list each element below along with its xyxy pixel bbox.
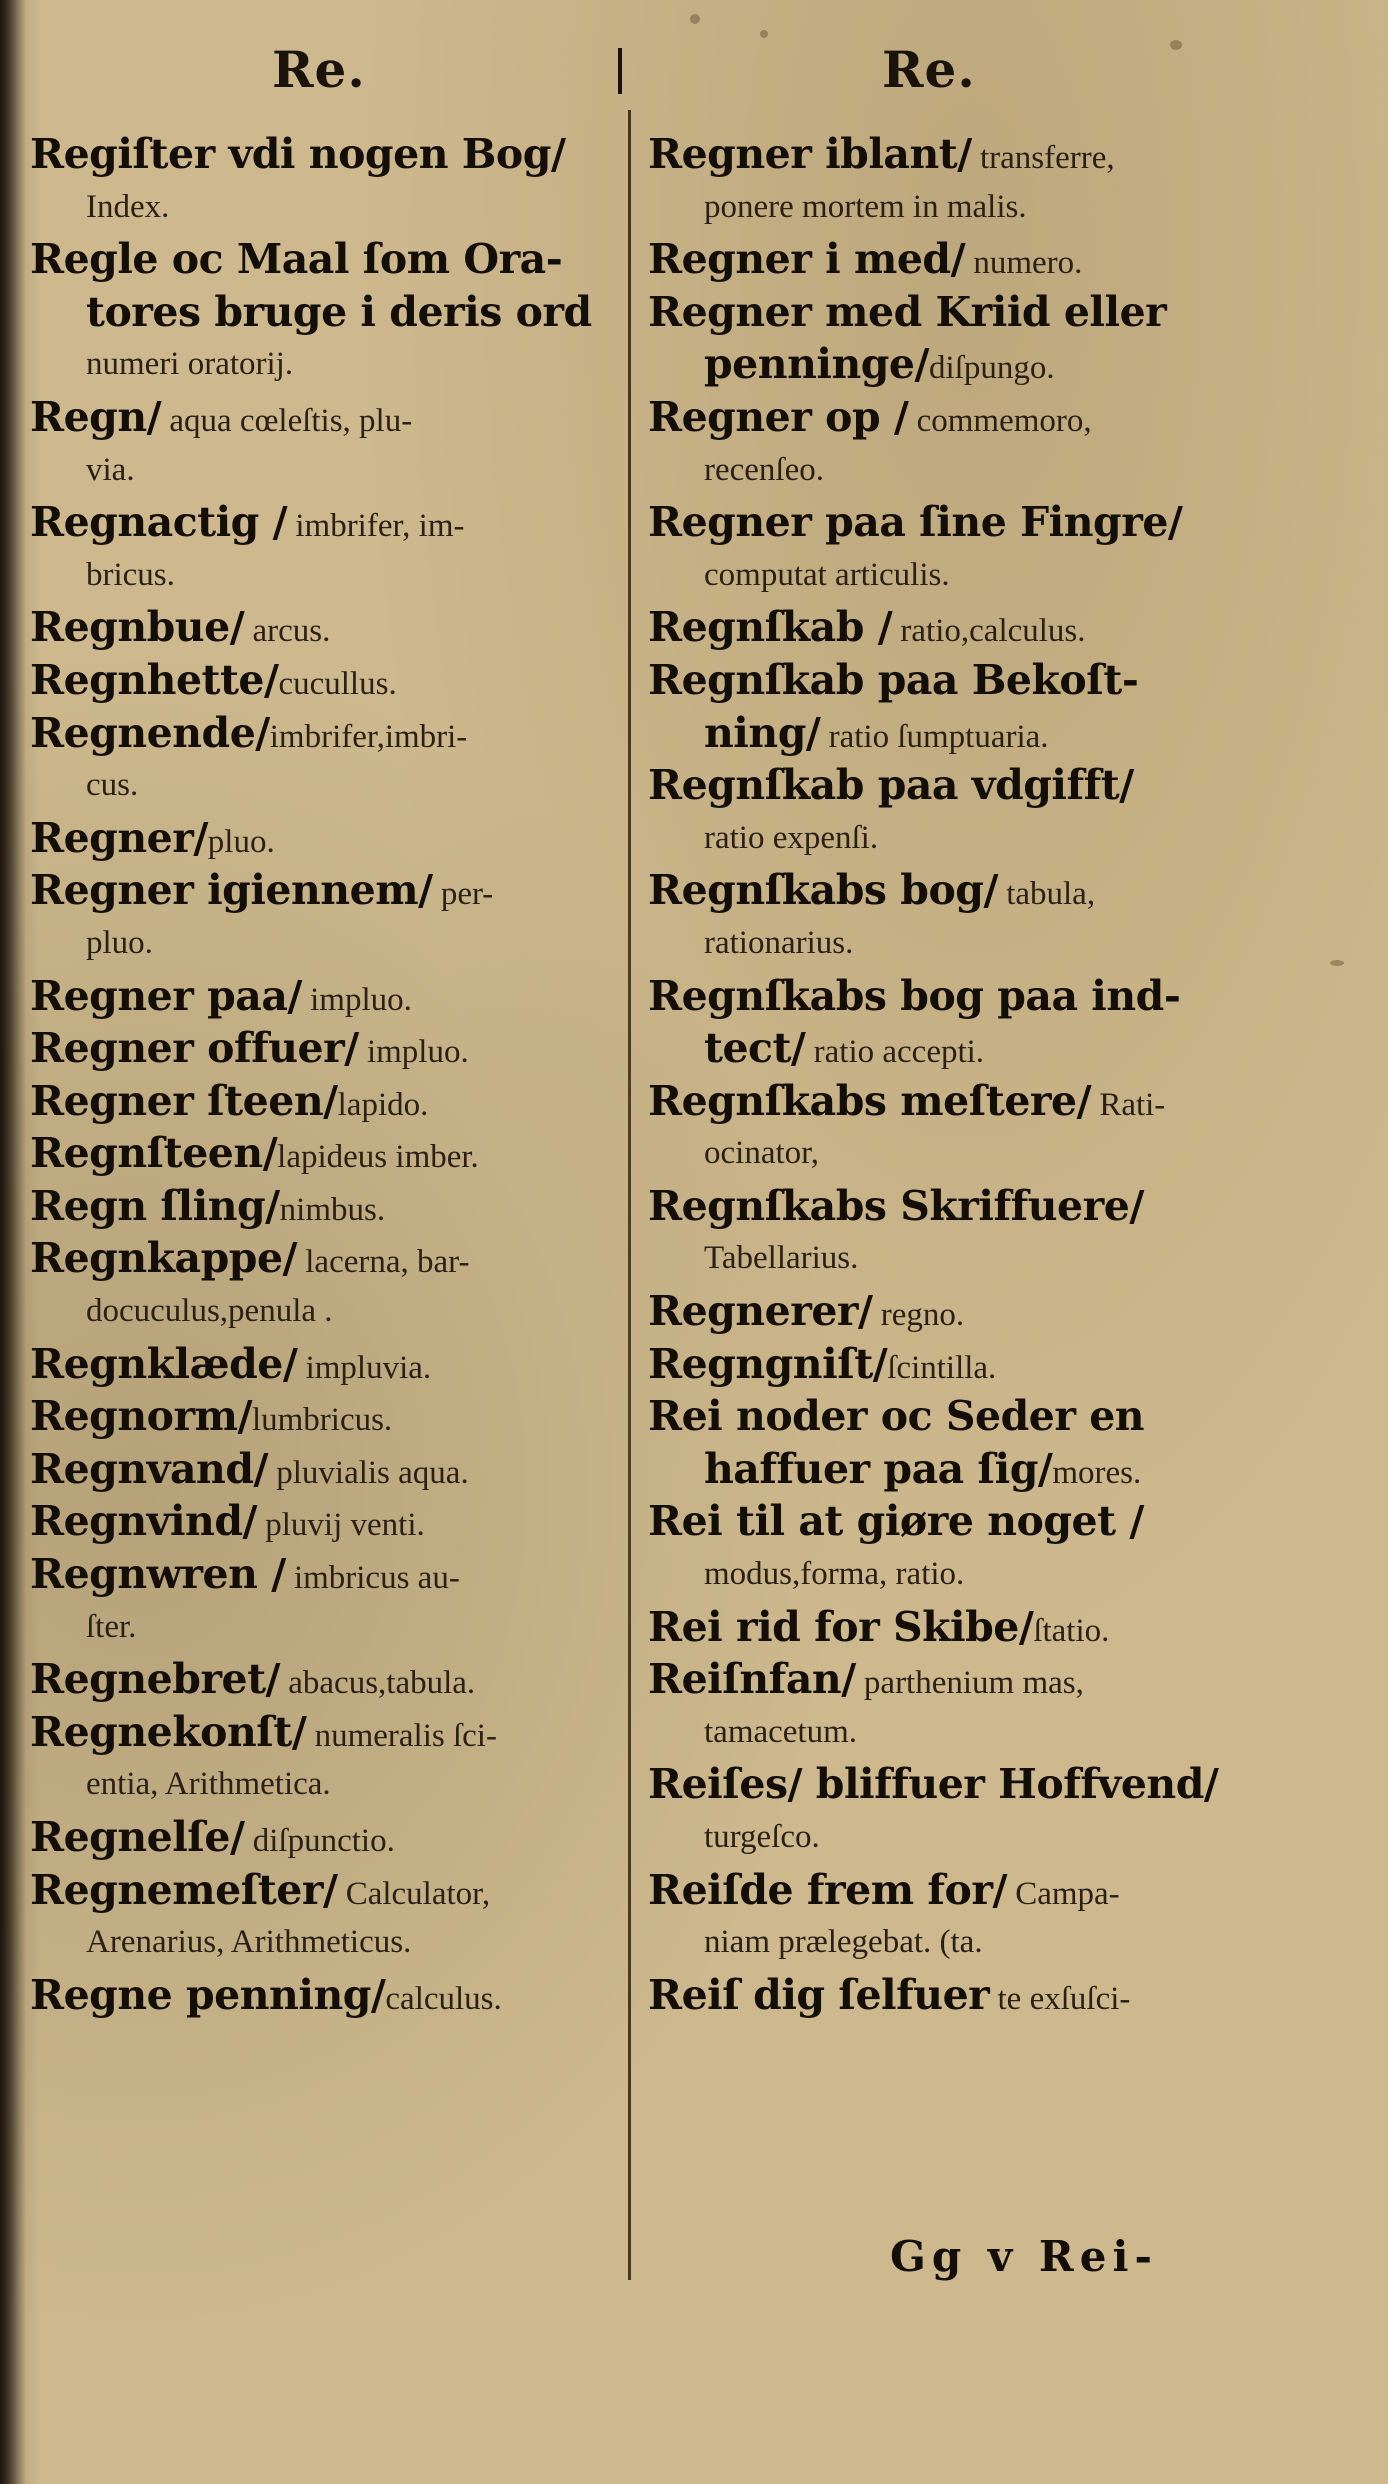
dictionary-entry-line	[648, 1285, 1260, 1338]
dictionary-entry-line	[30, 1653, 610, 1706]
latin-gloss: transferre,	[971, 140, 1115, 176]
headword: Regnſkab /	[648, 603, 893, 652]
headword: Rei rid for Skibe/	[648, 1602, 1034, 1651]
latin-gloss: arcus.	[244, 613, 331, 650]
dictionary-entry-line	[648, 286, 1260, 339]
latin-gloss: ocinator,	[704, 1135, 820, 1172]
entry-continuation-line	[648, 338, 1260, 391]
latin-gloss: rationarius.	[704, 924, 854, 961]
entry-continuation-line	[30, 286, 610, 339]
entry-continuation-line	[648, 1706, 1260, 1759]
latin-gloss: pluvij venti.	[257, 1507, 425, 1544]
latin-gloss: impluo.	[301, 981, 412, 1018]
latin-gloss: imbrifer,imbri-	[269, 718, 468, 755]
latin-gloss: niam prælegebat. (ta.	[704, 1924, 983, 1961]
latin-gloss: abacus,tabula.	[280, 1665, 476, 1702]
latin-gloss: pluo.	[207, 823, 275, 860]
headword: Regiſter vdi nogen Bog/	[30, 130, 566, 178]
dictionary-entry-line	[30, 601, 610, 654]
entry-continuation-line	[648, 917, 1260, 970]
latin-gloss: regno.	[872, 1297, 965, 1334]
left-column	[30, 128, 610, 2021]
headword: Regnſkab paa vdgifft/	[648, 761, 1134, 810]
headword: Reiſnfan/	[648, 1655, 856, 1704]
dictionary-entry-line	[648, 1075, 1260, 1128]
latin-gloss: numero.	[965, 245, 1083, 282]
latin-gloss: via.	[86, 451, 135, 488]
entry-continuation-line	[648, 1548, 1260, 1601]
headword: Regner/	[30, 813, 208, 862]
latin-gloss: lumbricus.	[251, 1402, 393, 1439]
latin-gloss: Campa-	[1006, 1875, 1120, 1912]
entry-continuation-line	[30, 1758, 610, 1811]
latin-gloss: pluvialis aqua.	[267, 1454, 469, 1491]
latin-gloss: te exſuſci-	[989, 1980, 1131, 2017]
headword: Rei noder oc Seder en	[648, 1392, 1145, 1441]
entry-continuation-line	[30, 759, 610, 812]
headword: Regner med Kriid eller	[648, 287, 1167, 336]
dictionary-entry-line	[30, 1864, 610, 1917]
right-column	[648, 128, 1260, 2021]
foxing-spot	[760, 30, 768, 38]
latin-gloss: tabula,	[997, 876, 1096, 913]
latin-gloss: mores.	[1052, 1454, 1142, 1491]
entry-continuation-line	[30, 1601, 610, 1654]
headword: Regnkappe/	[30, 1234, 298, 1283]
entry-continuation-line	[648, 1022, 1260, 1075]
dictionary-entry-line	[30, 1811, 610, 1864]
entry-continuation-line	[30, 181, 610, 234]
dictionary-entry-line	[30, 1180, 610, 1233]
dictionary-entry-line	[648, 1180, 1260, 1233]
latin-gloss: nimbus.	[279, 1191, 386, 1228]
headword: Reiſde frem for/	[648, 1865, 1007, 1914]
entry-continuation-line	[648, 707, 1260, 760]
headword: Regle oc Maal ſom Ora-	[30, 235, 563, 284]
latin-gloss: tamacetum.	[704, 1713, 858, 1750]
latin-gloss: diſpungo.	[928, 350, 1055, 387]
headword: Regner offuer/	[30, 1024, 359, 1073]
headword: Regnſkab paa Bekoſt-	[648, 655, 1139, 704]
entry-continuation-line	[648, 444, 1260, 497]
latin-gloss: entia, Arithmetica.	[86, 1766, 331, 1803]
latin-gloss: lapido.	[337, 1086, 429, 1123]
latin-gloss: commemoro,	[908, 402, 1092, 439]
latin-gloss: cucullus.	[278, 665, 397, 702]
dictionary-entry-line	[30, 1390, 610, 1443]
headword: Regnebret/	[30, 1655, 280, 1704]
entry-continuation-line	[648, 812, 1260, 865]
headword: Reiſ dig ſelfuer	[648, 1970, 990, 2019]
dictionary-entry-line	[30, 1495, 610, 1548]
latin-gloss: ratio,calculus.	[892, 613, 1086, 650]
latin-gloss: numeralis ſci-	[306, 1717, 497, 1754]
headword: tect/	[704, 1024, 806, 1073]
dictionary-entry-line	[648, 601, 1260, 654]
dictionary-entry-line	[648, 1495, 1260, 1548]
entry-continuation-line	[30, 338, 610, 391]
headword: Regnactig /	[30, 498, 288, 547]
headword: Regne penning/	[30, 1970, 386, 2019]
latin-gloss: ſcintilla.	[887, 1349, 997, 1386]
dictionary-entry-line	[30, 1443, 610, 1496]
latin-gloss: diſpunctio.	[244, 1823, 395, 1859]
latin-gloss: docuculus,penula .	[86, 1293, 333, 1330]
entry-continuation-line	[648, 1232, 1260, 1285]
headword: Regnemeſter/	[30, 1865, 338, 1914]
latin-gloss: ſtatio.	[1033, 1612, 1110, 1649]
dictionary-entry-line	[30, 496, 610, 549]
latin-gloss: Rati-	[1091, 1086, 1166, 1123]
dictionary-entry-line	[30, 654, 610, 707]
headword: Regnbue/	[30, 603, 245, 652]
dictionary-entry-line	[30, 864, 610, 917]
dictionary-entry-line	[648, 759, 1260, 812]
dictionary-entry-line	[648, 864, 1260, 917]
headword: Regner op /	[648, 392, 909, 441]
headword: Regner paa/	[30, 971, 302, 1020]
foxing-spot	[1330, 960, 1344, 966]
latin-gloss: ratio ſumptuaria.	[820, 718, 1049, 755]
entry-continuation-line	[648, 549, 1260, 602]
dictionary-entry-line	[30, 128, 610, 181]
headword: Regnerer/	[648, 1287, 873, 1336]
dictionary-entry-line	[30, 812, 610, 865]
latin-gloss: lacerna, bar-	[297, 1244, 470, 1281]
latin-gloss: bricus.	[86, 556, 175, 593]
gutter-shadow	[0, 0, 26, 2484]
headword: Regnorm/	[30, 1392, 252, 1441]
dictionary-entry-line	[648, 1758, 1260, 1811]
headword: ning/	[704, 708, 821, 757]
dictionary-entry-line	[648, 1338, 1260, 1391]
headword: Regner ſteen/	[30, 1076, 338, 1125]
headword: tores bruge i deris ord	[86, 287, 592, 336]
latin-gloss: impluo.	[358, 1034, 469, 1071]
foxing-spot	[690, 14, 700, 24]
headword: Rei til at giøre noget /	[648, 1497, 1144, 1546]
headword: Regner igiennem/	[30, 866, 433, 915]
headword: Regn/	[30, 392, 162, 441]
latin-gloss: imbrifer, im-	[287, 508, 465, 545]
dictionary-entry-line	[30, 1969, 610, 2022]
latin-gloss: modus,forma, ratio.	[704, 1556, 965, 1593]
dictionary-entry-line	[648, 1653, 1260, 1706]
dictionary-entry-line	[648, 233, 1260, 286]
latin-gloss: ponere mortem in malis.	[704, 188, 1027, 225]
dictionary-entry-line	[30, 1232, 610, 1285]
headword: Regnende/	[30, 708, 270, 757]
entry-continuation-line	[30, 444, 610, 497]
running-head-left: Re.	[272, 40, 366, 99]
latin-gloss: ſter.	[86, 1608, 137, 1645]
latin-gloss: calculus.	[385, 1980, 502, 2017]
latin-gloss: numeri oratorij.	[86, 346, 294, 383]
foxing-spot	[1170, 40, 1182, 50]
dictionary-entry-line	[30, 1548, 610, 1601]
entry-continuation-line	[30, 1916, 610, 1969]
dictionary-entry-line	[30, 1075, 610, 1128]
dictionary-entry-line	[648, 970, 1260, 1023]
headword: Regnekonſt/	[30, 1707, 307, 1756]
headword: Regngniſt/	[648, 1339, 888, 1388]
dictionary-entry-line	[30, 707, 610, 760]
entry-continuation-line	[30, 549, 610, 602]
entry-continuation-line	[30, 917, 610, 970]
latin-gloss: Arenarius, Arithmeticus.	[86, 1924, 412, 1961]
dictionary-entry-line	[30, 233, 610, 286]
latin-gloss: Index.	[86, 188, 170, 225]
dictionary-entry-line	[30, 391, 610, 444]
headword: haffuer paa ſig/	[704, 1444, 1053, 1493]
latin-gloss: lapideus imber.	[277, 1139, 479, 1176]
headword: Regnſkabs Skriffuere/	[648, 1181, 1144, 1230]
dictionary-entry-line	[30, 1022, 610, 1075]
headword: Regnhette/	[30, 655, 279, 704]
latin-gloss: per-	[432, 876, 494, 913]
entry-continuation-line	[648, 1811, 1260, 1864]
dictionary-entry-line	[30, 1127, 610, 1180]
catchword: Gg v Rei-	[890, 2232, 1158, 2281]
headword: Regnſkabs bog/	[648, 866, 998, 915]
headword: Regner paa ſine Fingre/	[648, 498, 1183, 547]
dictionary-entry-line	[648, 1601, 1260, 1654]
latin-gloss: parthenium mas,	[855, 1665, 1084, 1702]
dictionary-entry-line	[648, 128, 1260, 181]
dictionary-entry-line	[648, 496, 1260, 549]
headword: penninge/	[704, 340, 929, 389]
headword: Regnſkabs meſtere/	[648, 1076, 1092, 1125]
running-head-right: Re.	[882, 40, 976, 99]
latin-gloss: aqua cœleſtis, plu-	[161, 402, 413, 439]
dictionary-entry-line	[648, 391, 1260, 444]
dictionary-entry-line	[648, 1969, 1260, 2022]
headword: Regnſteen/	[30, 1129, 278, 1178]
latin-gloss: ratio expenſi.	[704, 819, 879, 856]
latin-gloss: imbricus au-	[285, 1560, 460, 1597]
latin-gloss: cus.	[86, 767, 139, 804]
head-rule-mark	[618, 48, 622, 94]
latin-gloss: impluvia.	[297, 1349, 432, 1386]
latin-gloss: Calculator,	[337, 1875, 491, 1912]
headword: Regnwren /	[30, 1550, 286, 1599]
headword: Regner iblant/	[648, 130, 972, 178]
entry-continuation-line	[648, 1916, 1260, 1969]
column-divider	[628, 110, 631, 2280]
headword: Regnelſe/	[30, 1813, 245, 1861]
latin-gloss: computat articulis.	[704, 556, 950, 593]
latin-gloss: Tabellarius.	[704, 1240, 859, 1277]
dictionary-entry-line	[30, 970, 610, 1023]
entry-continuation-line	[648, 181, 1260, 234]
headword: Regnklæde/	[30, 1339, 298, 1388]
latin-gloss: pluo.	[86, 924, 153, 961]
headword: Regnſkabs bog paa ind-	[648, 971, 1181, 1020]
latin-gloss: recenſeo.	[704, 451, 824, 488]
headword: Regn ſling/	[30, 1181, 280, 1230]
dictionary-entry-line	[30, 1706, 610, 1759]
headword: Regner i med/	[648, 235, 966, 284]
dictionary-entry-line	[648, 1390, 1260, 1443]
headword: Regnvand/	[30, 1444, 268, 1493]
dictionary-entry-line	[30, 1338, 610, 1391]
dictionary-entry-line	[648, 654, 1260, 707]
dictionary-entry-line	[648, 1864, 1260, 1917]
entry-continuation-line	[30, 1285, 610, 1338]
latin-gloss: ratio accepti.	[805, 1034, 985, 1071]
headword: Regnvind/	[30, 1497, 257, 1546]
entry-continuation-line	[648, 1127, 1260, 1180]
latin-gloss: turgeſco.	[704, 1819, 820, 1855]
entry-continuation-line	[648, 1443, 1260, 1496]
headword: Reiſes/ bliffuer Hoffvend/	[648, 1760, 1219, 1809]
